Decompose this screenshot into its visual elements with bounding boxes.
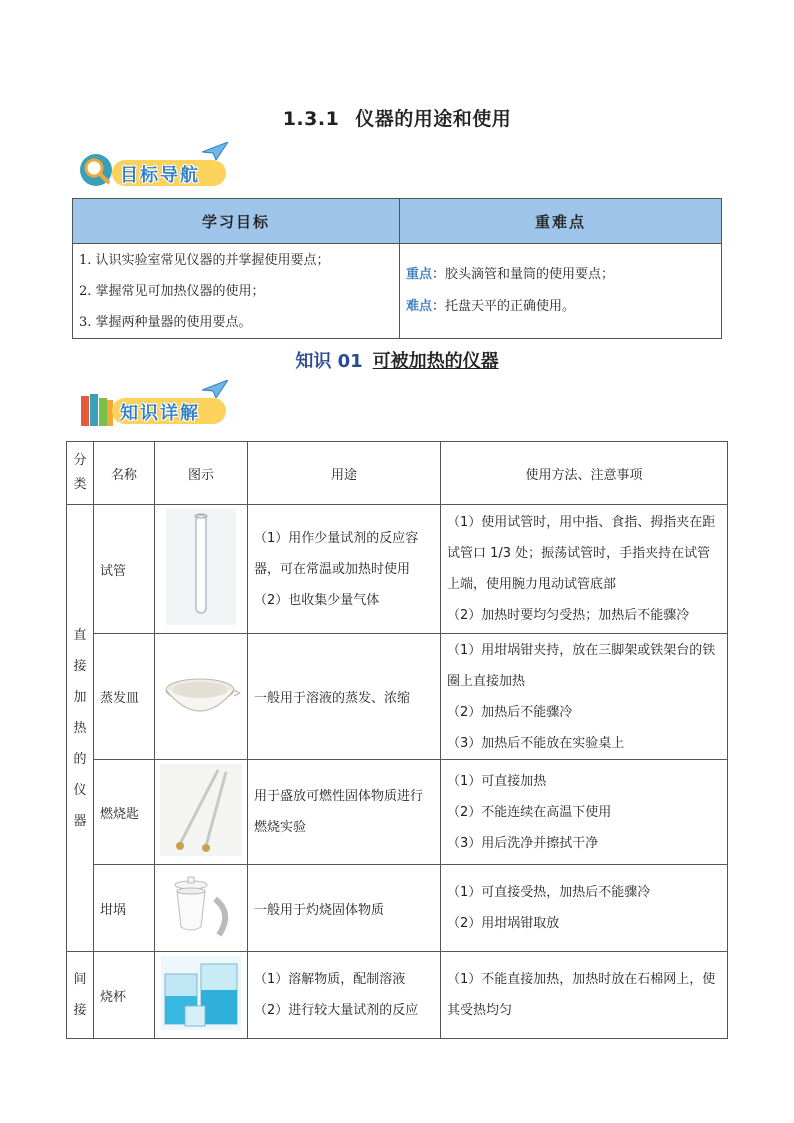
key-points-header: 重难点	[400, 199, 722, 244]
section-label: 知识 01	[295, 351, 363, 372]
hard-text: 托盘天平的正确使用。	[445, 299, 576, 314]
instrument-name: 烧杯	[94, 952, 155, 1039]
instrument-name: 燃烧匙	[94, 760, 155, 865]
col-use: 用途	[248, 442, 441, 505]
key-text: 胶头滴管和量筒的使用要点；	[445, 267, 615, 282]
instrument-notes: （1）使用试管时，用中指、食指、拇指夹在距试管口 1/3 处；振荡试管时，手指夹持在试管上端，使用腕力甩动试管底部 （2）加热时要均匀受热；加热后不能骤冷	[441, 505, 728, 634]
instrument-notes: （1）可直接受热，加热后不能骤冷 （2）用坩埚钳取放	[441, 865, 728, 952]
banner-title: 目标导航	[120, 165, 200, 186]
goals-list	[73, 244, 400, 339]
beaker-image	[155, 952, 248, 1039]
table-row	[67, 865, 728, 952]
instrument-name: 试管	[94, 505, 155, 634]
beaker-icon	[161, 956, 241, 1030]
col-name: 名称	[94, 442, 155, 505]
table-row	[67, 952, 728, 1039]
page-title	[0, 104, 794, 131]
category-indirect: 间接	[67, 952, 94, 1039]
goal-item: 2. 掌握常见可加热仪器的使用；	[79, 283, 265, 299]
crucible-image	[155, 865, 248, 952]
goal-item: 1. 认识实验室常见仪器的并掌握使用要点；	[79, 252, 330, 268]
goals-header: 学习目标	[73, 199, 400, 244]
instrument-name: 坩埚	[94, 865, 155, 952]
paper-plane-icon	[202, 142, 228, 160]
instrument-name: 蒸发皿	[94, 634, 155, 760]
test-tube-icon	[166, 509, 236, 625]
test-tube-image	[155, 505, 248, 634]
books-icon	[78, 390, 116, 430]
combustion-spoon-icon	[160, 764, 242, 856]
instrument-use: 一般用于灼烧固体物质	[248, 865, 441, 952]
table-row	[67, 634, 728, 760]
instrument-use: 一般用于溶液的蒸发、浓缩	[248, 634, 441, 760]
banner-title: 知识详解	[120, 403, 200, 424]
instrument-use: （1）用作少量试剂的反应容器，可在常温或加热时使用 （2）也收集少量气体	[248, 505, 441, 634]
category-direct: 直接加热的仪器	[67, 505, 94, 952]
key-points	[400, 244, 722, 339]
goal-item: 3. 掌握两种量器的使用要点。	[79, 314, 252, 330]
table-row	[67, 760, 728, 865]
key-label: 重点：	[406, 267, 446, 282]
goals-table	[72, 198, 722, 339]
table-row	[67, 505, 728, 634]
banner-knowledge	[78, 384, 238, 430]
hard-label: 难点：	[406, 299, 446, 314]
instrument-use: 用于盛放可燃性固体物质进行燃烧实验	[248, 760, 441, 865]
col-category: 分类	[67, 442, 94, 505]
section-title: 可被加热的仪器	[372, 351, 499, 372]
banner-goals	[78, 146, 238, 192]
title-number: 1.3.1	[282, 108, 340, 130]
evaporating-dish-image	[155, 634, 248, 760]
section-heading	[0, 347, 794, 373]
crucible-icon	[161, 869, 241, 943]
evaporating-dish-icon	[160, 660, 242, 730]
instrument-table	[66, 441, 728, 1039]
instrument-notes: （1）用坩埚钳夹持，放在三脚架或铁架台的铁圈上直接加热 （2）加热后不能骤冷 （3）加热后不能放在实验桌上	[441, 634, 728, 760]
col-image: 图示	[155, 442, 248, 505]
instrument-notes: （1）可直接加热 （2）不能连续在高温下使用 （3）用后洗净并擦拭干净	[441, 760, 728, 865]
instrument-use: （1）溶解物质，配制溶液 （2）进行较大量试剂的反应	[248, 952, 441, 1039]
combustion-spoon-image	[155, 760, 248, 865]
magnifier-icon	[78, 152, 116, 190]
col-notes: 使用方法、注意事项	[441, 442, 728, 505]
paper-plane-icon	[202, 380, 228, 398]
instrument-notes: （1）不能直接加热，加热时放在石棉网上，使其受热均匀	[441, 952, 728, 1039]
title-text: 仪器的用途和使用	[355, 108, 512, 130]
